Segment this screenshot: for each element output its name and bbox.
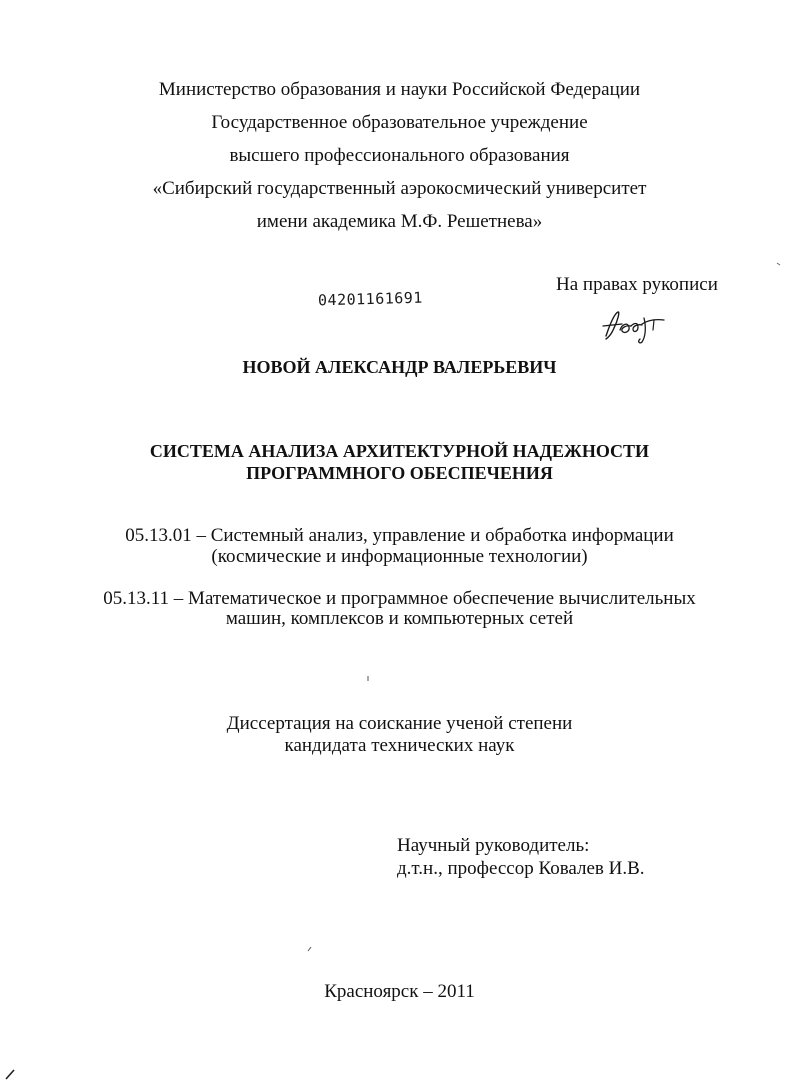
degree-line1: Диссертация на соискание ученой степени	[226, 713, 573, 734]
dissertation-title-line2: ПРОГРАММНОГО ОБЕСПЕЧЕНИЯ	[246, 463, 553, 483]
supervisor-name: д.т.н., профессор Ковалев И.В.	[397, 858, 645, 879]
specialty-2-line2: машин, комплексов и компьютерных сетей	[225, 608, 574, 629]
scan-speck	[4, 1068, 16, 1080]
specialty-2-line1: 05.13.11 – Математическое и программное обеспечение вычислительных	[103, 588, 696, 609]
degree-line2: кандидата технических наук	[284, 735, 515, 756]
specialty-1-line2: (космические и информационные технологии)	[211, 546, 588, 567]
supervisor-label: Научный руководитель:	[397, 835, 590, 856]
ministry-name: Министерство образования и науки Российской Федерации	[158, 79, 641, 100]
institution-level: высшего профессионального образования	[229, 145, 570, 166]
registry-number-stamp: 04201161691	[317, 288, 424, 310]
university-name: «Сибирский государственный аэрокосмический университет	[152, 178, 647, 199]
specialty-1-line1: 05.13.01 – Системный анализ, управление и обработка информации	[125, 525, 674, 546]
city-year: Красноярск – 2011	[324, 981, 475, 1002]
scan-speck	[307, 946, 312, 952]
scan-speck	[776, 262, 781, 266]
dissertation-title-line1: СИСТЕМА АНАЛИЗА АРХИТЕКТУРНОЙ НАДЕЖНОСТИ	[149, 441, 650, 461]
signature-icon	[600, 306, 670, 351]
scan-speck	[366, 676, 370, 682]
manuscript-rights-note: На правах рукописи	[556, 274, 718, 295]
university-named-after: имени академика М.Ф. Решетнева»	[256, 211, 543, 232]
institution-type: Государственное образовательное учреждение	[211, 112, 588, 133]
author-name: НОВОЙ АЛЕКСАНДР ВАЛЕРЬЕВИЧ	[242, 357, 557, 377]
